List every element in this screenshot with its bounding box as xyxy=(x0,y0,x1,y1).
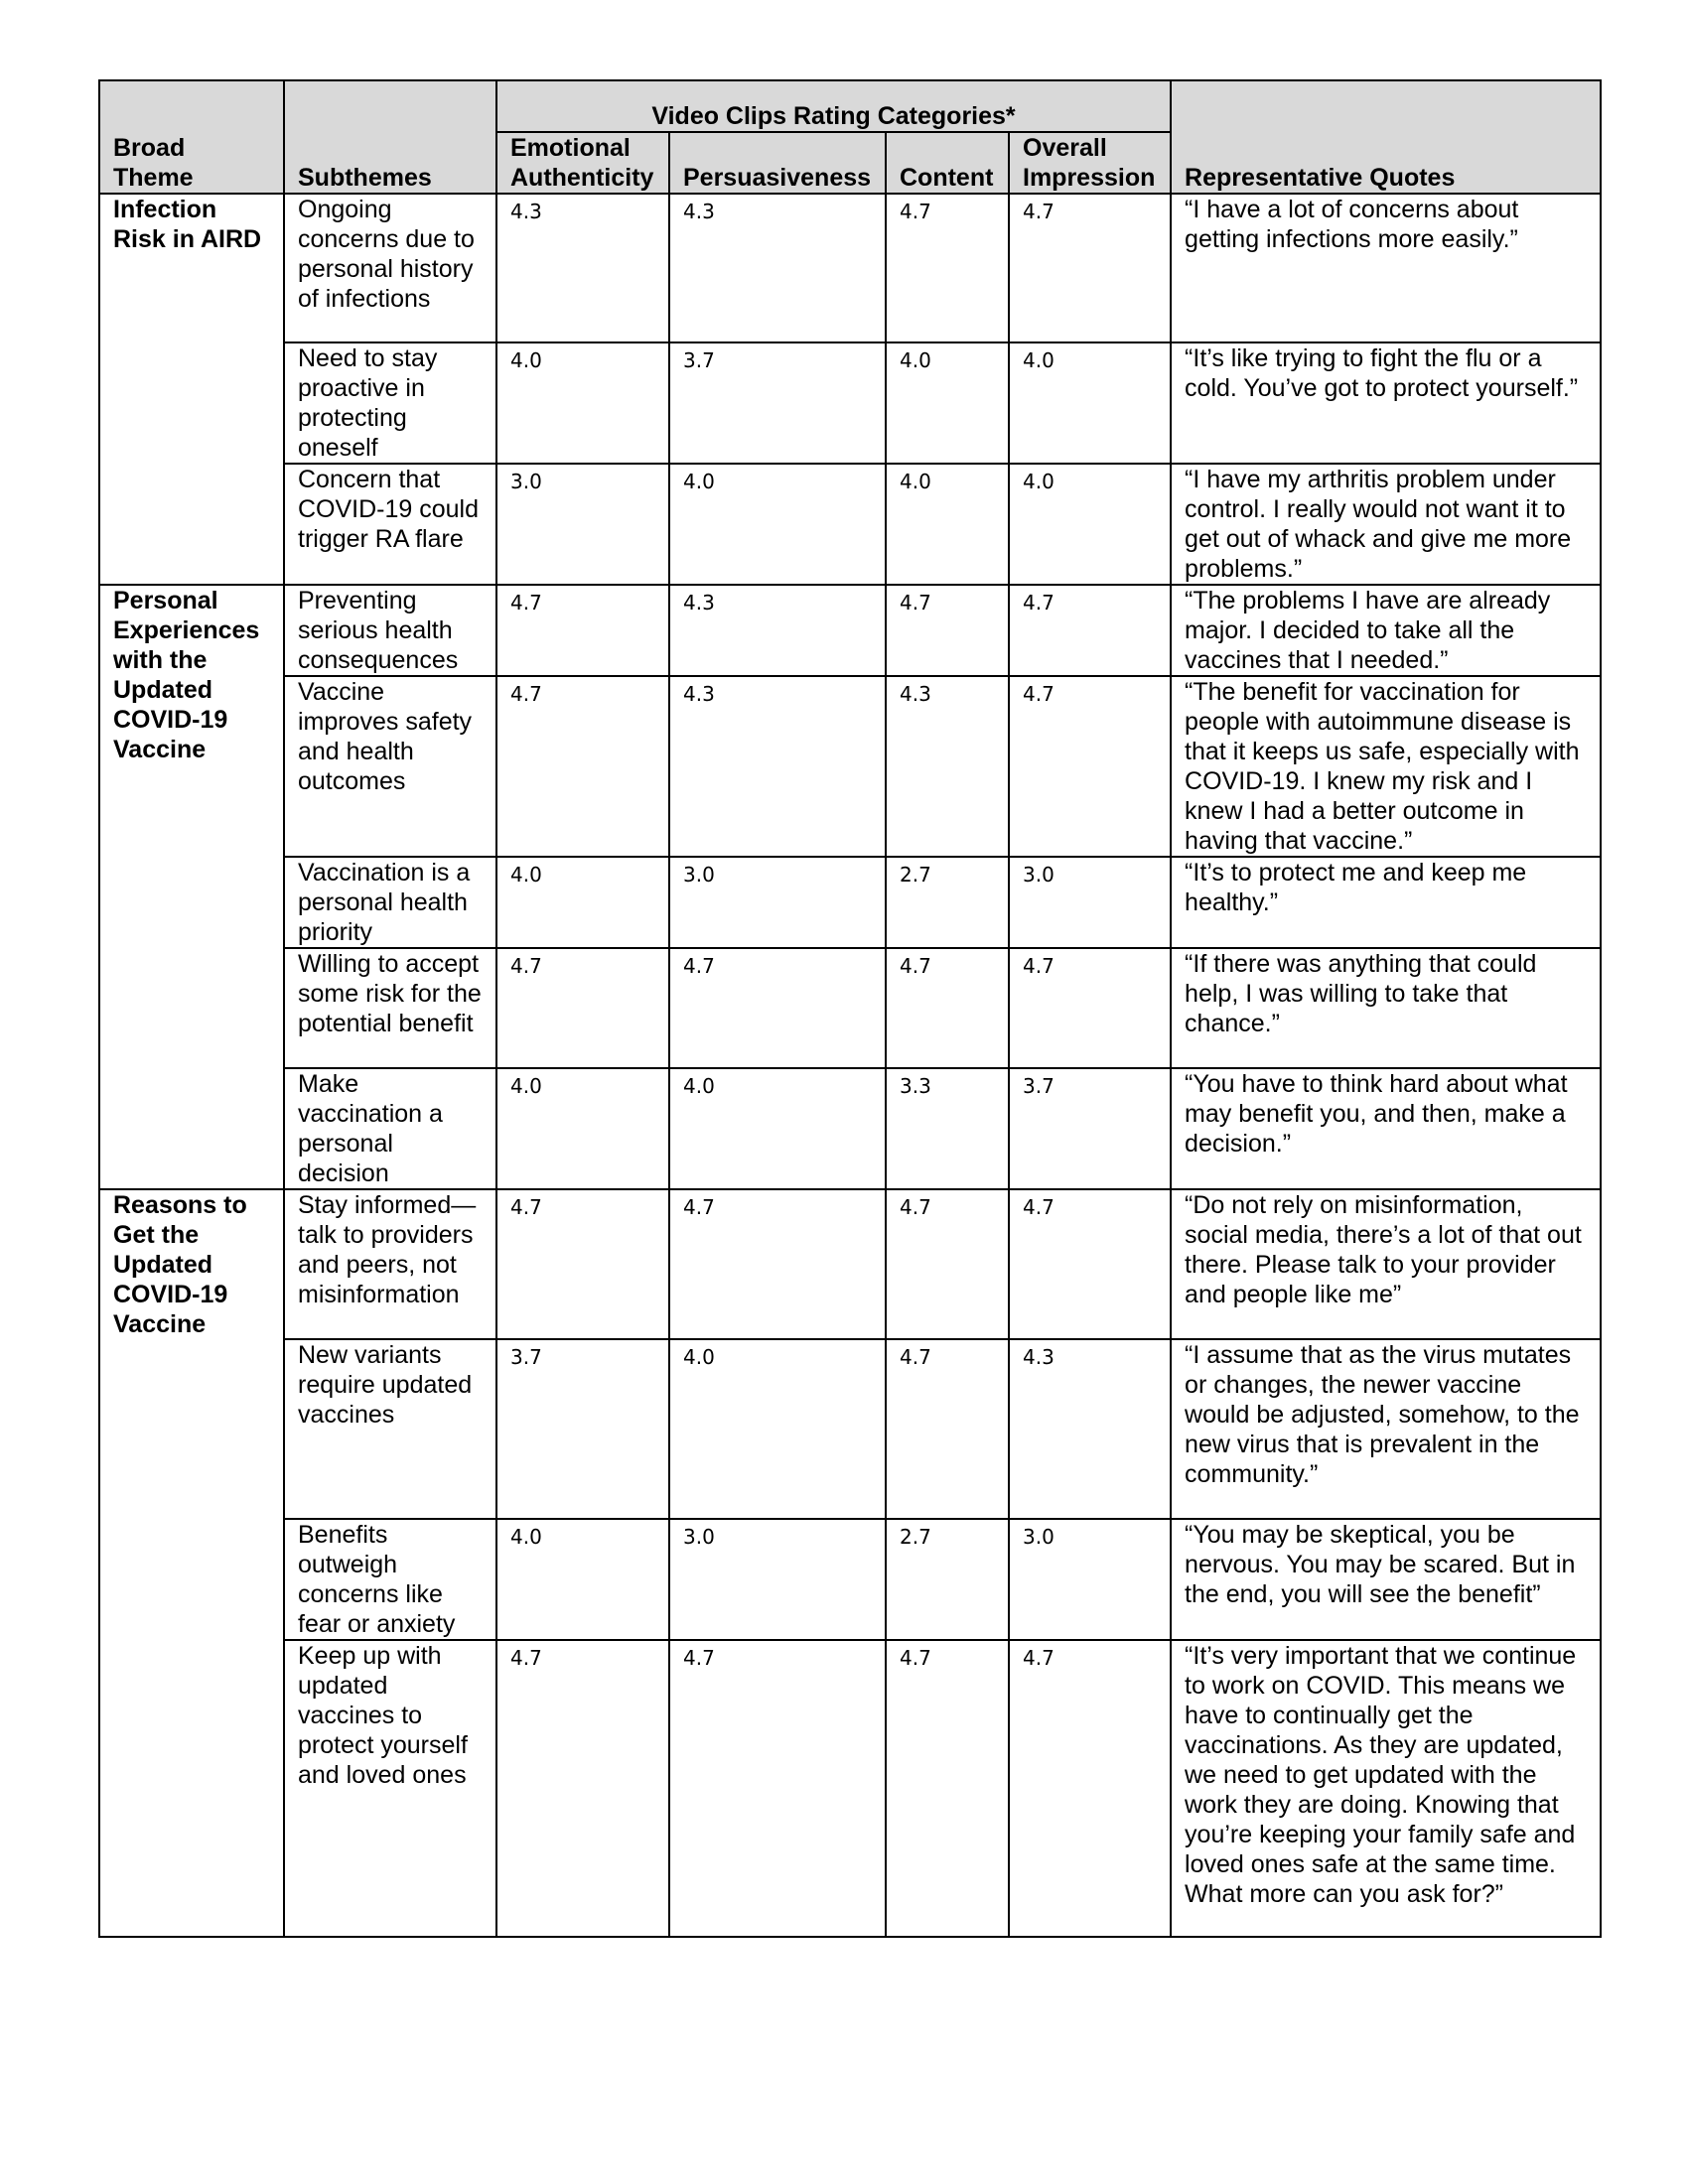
content-cell: 4.7 xyxy=(886,1339,1009,1519)
emotional-authenticity-cell: 4.7 xyxy=(496,1189,669,1339)
persuasiveness-cell: 4.7 xyxy=(669,1640,886,1937)
persuasiveness-cell: 4.3 xyxy=(669,194,886,342)
subtheme-cell: Preventing serious health consequences xyxy=(284,585,496,676)
content-cell: 4.0 xyxy=(886,342,1009,464)
content-cell: 4.3 xyxy=(886,676,1009,857)
overall-impression-cell: 4.7 xyxy=(1009,948,1171,1068)
representative-quote-cell: “It’s very important that we continue to work on COVID. This means we have to continually get the vaccinations. As they are updated, we need to get updated with the work they are doing. Knowing that you’re keeping your family safe and loved ones safe at the same time. What more can you ask for?” xyxy=(1171,1640,1601,1937)
overall-impression-cell: 4.7 xyxy=(1009,1189,1171,1339)
persuasiveness-cell: 3.0 xyxy=(669,1519,886,1640)
subtheme-cell: Keep up with updated vaccines to protect yourself and loved ones xyxy=(284,1640,496,1937)
persuasiveness-cell: 4.3 xyxy=(669,676,886,857)
representative-quote-cell: “It’s to protect me and keep me healthy.” xyxy=(1171,857,1601,948)
persuasiveness-cell: 4.0 xyxy=(669,1068,886,1189)
header-content: Content xyxy=(886,132,1009,194)
broad-theme-cell: Infection Risk in AIRD xyxy=(99,194,284,585)
broad-theme-cell: Reasons to Get the Updated COVID-19 Vaccine xyxy=(99,1189,284,1937)
emotional-authenticity-cell: 4.0 xyxy=(496,1068,669,1189)
header-representative-quotes: Representative Quotes xyxy=(1171,80,1601,194)
subtheme-cell: Concern that COVID-19 could trigger RA flare xyxy=(284,464,496,585)
content-cell: 2.7 xyxy=(886,857,1009,948)
subtheme-cell: New variants require updated vaccines xyxy=(284,1339,496,1519)
subtheme-cell: Vaccination is a personal health priority xyxy=(284,857,496,948)
overall-impression-cell: 3.0 xyxy=(1009,857,1171,948)
header-subthemes: Subthemes xyxy=(284,80,496,194)
emotional-authenticity-cell: 4.7 xyxy=(496,585,669,676)
content-cell: 2.7 xyxy=(886,1519,1009,1640)
table-row xyxy=(99,194,1601,342)
overall-impression-cell: 4.7 xyxy=(1009,1640,1171,1937)
overall-impression-cell: 4.0 xyxy=(1009,464,1171,585)
emotional-authenticity-cell: 4.7 xyxy=(496,1640,669,1937)
subtheme-cell: Ongoing concerns due to personal history of infections xyxy=(284,194,496,342)
representative-quote-cell: “I have a lot of concerns about getting infections more easily.” xyxy=(1171,194,1601,342)
table-row xyxy=(99,342,1601,464)
content-cell: 4.7 xyxy=(886,1640,1009,1937)
subtheme-cell: Need to stay proactive in protecting oneself xyxy=(284,342,496,464)
table-row xyxy=(99,676,1601,857)
content-cell: 4.7 xyxy=(886,585,1009,676)
subtheme-cell: Benefits outweigh concerns like fear or anxiety xyxy=(284,1519,496,1640)
header-persuasiveness: Persuasiveness xyxy=(669,132,886,194)
table-row xyxy=(99,1519,1601,1640)
overall-impression-cell: 4.0 xyxy=(1009,342,1171,464)
emotional-authenticity-cell: 4.7 xyxy=(496,676,669,857)
broad-theme-cell: Personal Experiences with the Updated COVID-19 Vaccine xyxy=(99,585,284,1189)
persuasiveness-cell: 4.3 xyxy=(669,585,886,676)
emotional-authenticity-cell: 4.0 xyxy=(496,342,669,464)
subtheme-cell: Stay informed—talk to providers and peers, not misinformation xyxy=(284,1189,496,1339)
emotional-authenticity-cell: 4.3 xyxy=(496,194,669,342)
table-row xyxy=(99,1068,1601,1189)
table-row xyxy=(99,464,1601,585)
content-cell: 4.0 xyxy=(886,464,1009,585)
table-row xyxy=(99,1189,1601,1339)
table-row xyxy=(99,1339,1601,1519)
representative-quote-cell: “You have to think hard about what may benefit you, and then, make a decision.” xyxy=(1171,1068,1601,1189)
persuasiveness-cell: 4.0 xyxy=(669,464,886,585)
header-overall-impression: Overall Impression xyxy=(1009,132,1171,194)
subtheme-cell: Make vaccination a personal decision xyxy=(284,1068,496,1189)
emotional-authenticity-cell: 4.0 xyxy=(496,1519,669,1640)
representative-quote-cell: “It’s like trying to fight the flu or a cold. You’ve got to protect yourself.” xyxy=(1171,342,1601,464)
header-emotional-authenticity: Emotional Authenticity xyxy=(496,132,669,194)
emotional-authenticity-cell: 3.0 xyxy=(496,464,669,585)
representative-quote-cell: “If there was anything that could help, I was willing to take that chance.” xyxy=(1171,948,1601,1068)
overall-impression-cell: 3.7 xyxy=(1009,1068,1171,1189)
table-body xyxy=(99,194,1601,1937)
representative-quote-cell: “The benefit for vaccination for people with autoimmune disease is that it keeps us safe, especially with COVID-19. I knew my risk and I knew I had a better outcome in having that vaccine.” xyxy=(1171,676,1601,857)
emotional-authenticity-cell: 3.7 xyxy=(496,1339,669,1519)
header-broad-theme: Broad Theme xyxy=(99,80,284,194)
emotional-authenticity-cell: 4.0 xyxy=(496,857,669,948)
content-cell: 4.7 xyxy=(886,194,1009,342)
content-cell: 4.7 xyxy=(886,948,1009,1068)
overall-impression-cell: 4.7 xyxy=(1009,676,1171,857)
overall-impression-cell: 3.0 xyxy=(1009,1519,1171,1640)
persuasiveness-cell: 4.7 xyxy=(669,948,886,1068)
header-rating-group: Video Clips Rating Categories* xyxy=(496,80,1171,132)
persuasiveness-cell: 4.7 xyxy=(669,1189,886,1339)
overall-impression-cell: 4.7 xyxy=(1009,585,1171,676)
representative-quote-cell: “I have my arthritis problem under control. I really would not want it to get out of whack and give me more problems.” xyxy=(1171,464,1601,585)
subtheme-cell: Vaccine improves safety and health outcomes xyxy=(284,676,496,857)
persuasiveness-cell: 4.0 xyxy=(669,1339,886,1519)
table-row xyxy=(99,948,1601,1068)
content-cell: 4.7 xyxy=(886,1189,1009,1339)
representative-quote-cell: “Do not rely on misinformation, social media, there’s a lot of that out there. Please talk to your provider and people like me” xyxy=(1171,1189,1601,1339)
overall-impression-cell: 4.3 xyxy=(1009,1339,1171,1519)
persuasiveness-cell: 3.0 xyxy=(669,857,886,948)
themes-table xyxy=(98,79,1602,1938)
overall-impression-cell: 4.7 xyxy=(1009,194,1171,342)
representative-quote-cell: “The problems I have are already major. I decided to take all the vaccines that I needed.” xyxy=(1171,585,1601,676)
table-header xyxy=(99,80,1601,194)
emotional-authenticity-cell: 4.7 xyxy=(496,948,669,1068)
persuasiveness-cell: 3.7 xyxy=(669,342,886,464)
subtheme-cell: Willing to accept some risk for the potential benefit xyxy=(284,948,496,1068)
representative-quote-cell: “You may be skeptical, you be nervous. You may be scared. But in the end, you will see the benefit” xyxy=(1171,1519,1601,1640)
table-row xyxy=(99,1640,1601,1937)
table-row xyxy=(99,585,1601,676)
representative-quote-cell: “I assume that as the virus mutates or changes, the newer vaccine would be adjusted, somehow, to the new virus that is prevalent in the community.” xyxy=(1171,1339,1601,1519)
content-cell: 3.3 xyxy=(886,1068,1009,1189)
table-row xyxy=(99,857,1601,948)
